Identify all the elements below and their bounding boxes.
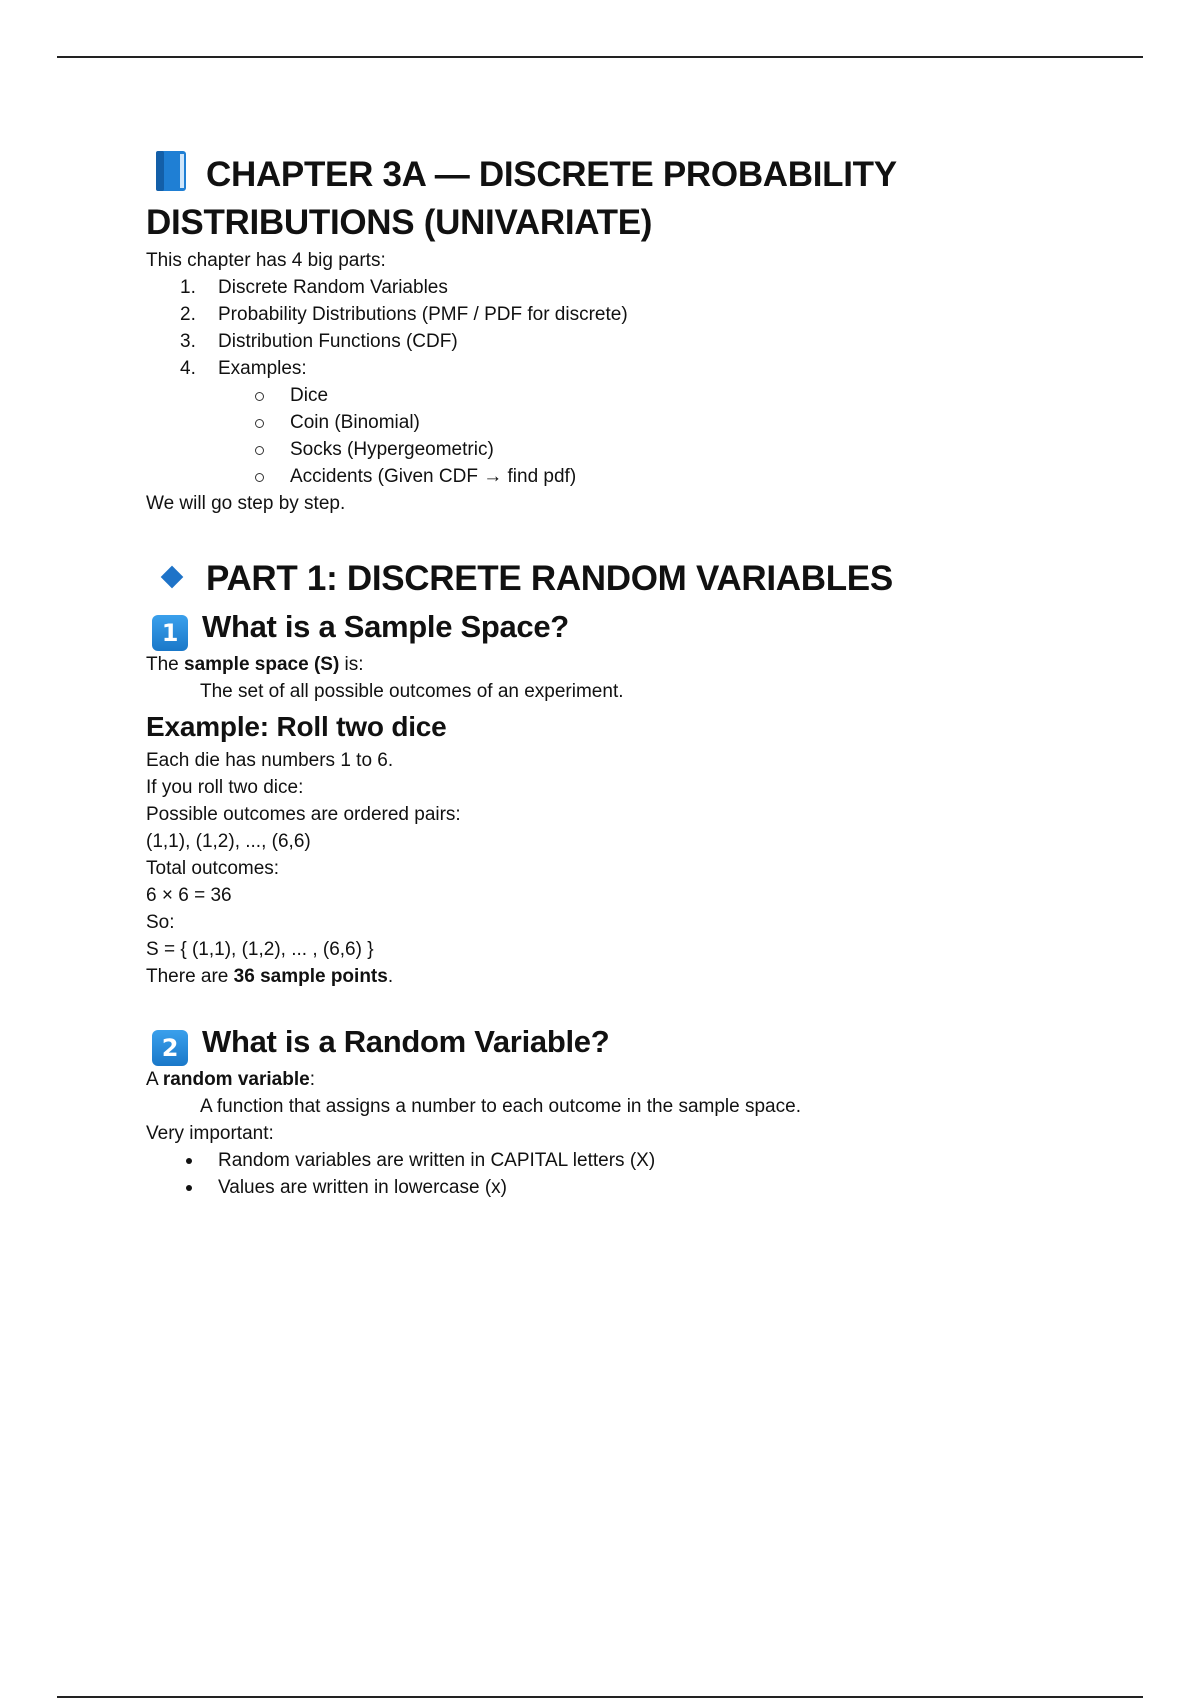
document-page [146, 150, 1046, 1201]
hollow-bullet-icon [255, 446, 264, 455]
page-bottom-rule [57, 1696, 1143, 1698]
hollow-bullet-icon [255, 473, 264, 482]
random-variable-definition-label: A random variable: [146, 1069, 315, 1090]
list-item: Socks (Hypergeometric) [146, 436, 1046, 463]
bullet-icon [186, 1185, 192, 1191]
chapter-intro: This chapter has 4 big parts: [146, 250, 386, 271]
list-item: Random variables are written in CAPITAL letters (X) [146, 1147, 1046, 1174]
keycap-one-icon: 1 [152, 615, 188, 651]
dice-example-heading: Example: Roll two dice [146, 711, 447, 742]
sample-space-definition-label: The sample space (S) is: [146, 654, 364, 675]
page-top-rule [57, 56, 1143, 58]
list-item: Dice [146, 382, 1046, 409]
chapter-outro: We will go step by step. [146, 493, 346, 514]
example-line: (1,1), (1,2), ..., (6,6) [146, 831, 311, 852]
book-icon [154, 150, 188, 192]
example-line: Total outcomes: [146, 858, 280, 879]
chapter-title [146, 150, 1046, 247]
list-item: Values are written in lowercase (x) [146, 1174, 1046, 1201]
bullet-icon [186, 1158, 192, 1164]
hollow-bullet-icon [255, 392, 264, 401]
diamond-icon [161, 566, 184, 589]
hollow-bullet-icon [255, 419, 264, 428]
example-line: If you roll two dice: [146, 777, 304, 798]
section1-heading: 1 What is a Sample Space? [146, 605, 1046, 651]
chapter-title-line2: DISTRIBUTIONS (UNIVARIATE) [146, 203, 653, 242]
sample-space-definition: The set of all possible outcomes of an experiment. [200, 681, 624, 702]
list-item: 3. Distribution Functions (CDF) [180, 331, 458, 352]
list-item: Accidents (Given CDF → find pdf) [146, 463, 1046, 490]
example-line: Possible outcomes are ordered pairs: [146, 804, 461, 825]
keycap-two-icon: 2 [152, 1030, 188, 1066]
examples-list [146, 382, 1046, 490]
important-note: Very important: [146, 1123, 274, 1144]
list-item: Coin (Binomial) [146, 409, 1046, 436]
example-line: Each die has numbers 1 to 6. [146, 750, 394, 771]
chapter-parts-list [146, 274, 1046, 382]
section2-heading: 2 What is a Random Variable? [146, 1020, 1046, 1066]
part1-heading: PART 1: DISCRETE RANDOM VARIABLES [146, 555, 1046, 603]
example-line: So: [146, 912, 175, 933]
notation-bullets [146, 1147, 1046, 1201]
list-item: 1. Discrete Random Variables [180, 277, 448, 298]
chapter-title-line1: CHAPTER 3A — DISCRETE PROBABILITY [206, 155, 897, 194]
example-line: S = { (1,1), (1,2), ... , (6,6) } [146, 939, 374, 960]
sample-points-summary: There are 36 sample points. [146, 966, 394, 987]
example-line: 6 × 6 = 36 [146, 885, 232, 906]
list-item: 2. Probability Distributions (PMF / PDF for discrete) [180, 304, 628, 325]
list-item: 4. Examples: [180, 358, 307, 379]
random-variable-definition: A function that assigns a number to each outcome in the sample space. [200, 1096, 801, 1117]
